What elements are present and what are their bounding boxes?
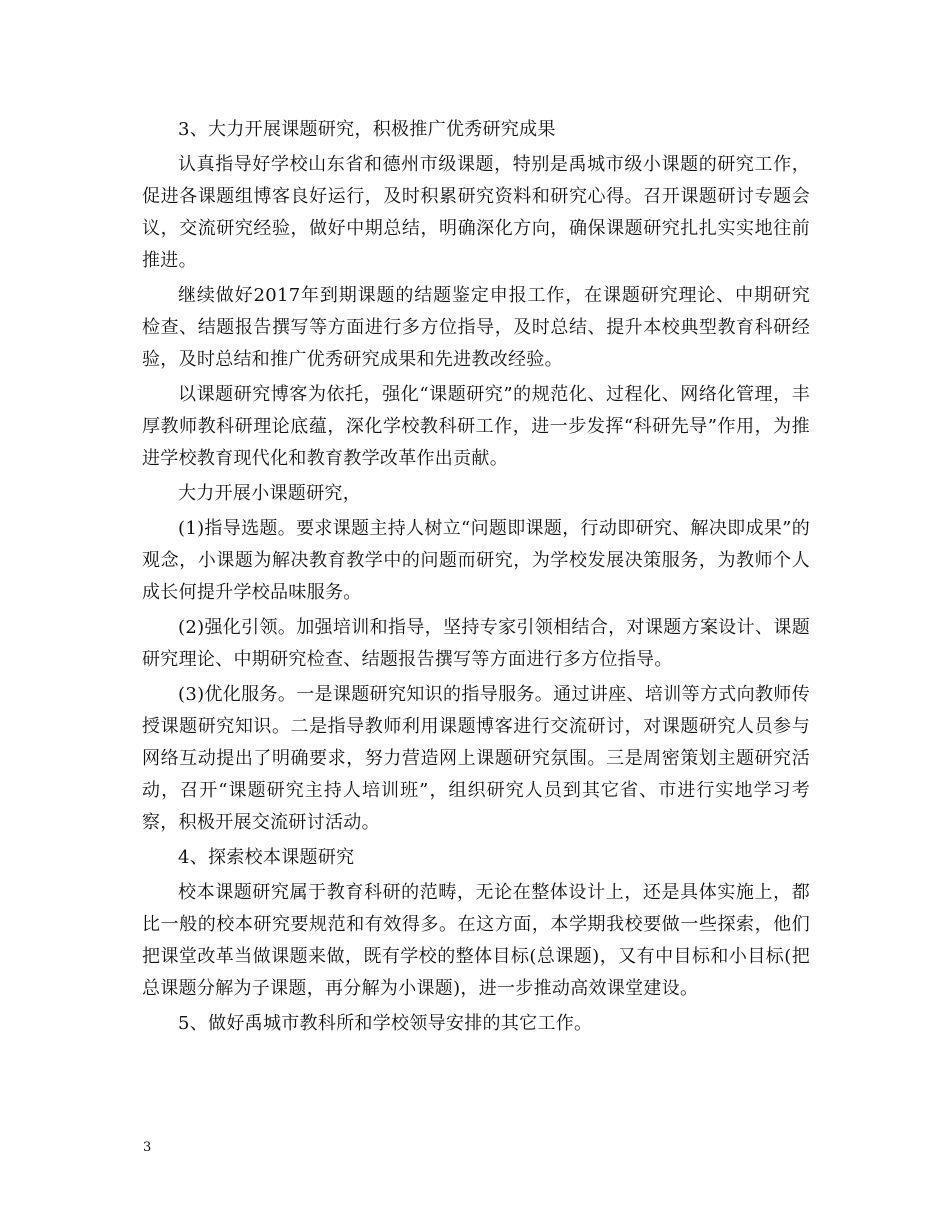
paragraph: 大力开展小课题研究， — [178, 483, 361, 504]
paragraph: 认真指导好学校山东省和德州市级课题，特别是禹城市级小课题的研究工作，促进各课题组博客良好运行，及时积累研究资料和研究心得。召开课题研讨专题会议，交流研究经验，做好中期总结，明确深化方向，确保课题研究扎扎实实地往前推进。 — [142, 154, 810, 271]
paragraph: 校本课题研究属于教育科研的范畴，无论在整体设计上，还是具体实施上，都比一般的校本研究要规范和有效得多。在这方面，本学期我校要做一些探索，他们把课堂改革当做课题来做，既有学校的整体目标(总课题)，又有中目标和小目标(把总课题分解为子课题，再分解为小课题)，进一步推动高效课堂建设。 — [142, 882, 810, 999]
section-heading-4: 4、探索校本课题研究 — [178, 847, 355, 868]
list-item-1: (1)指导选题。要求课题主持人树立“问题即课题，行动即研究、解决即成果”的观念，小课题为解决教育教学中的问题而研究，为学校发展决策服务，为教师个人成长何提升学校品味服务。 — [142, 518, 810, 603]
page-number: 3 — [143, 1140, 152, 1155]
list-item-3: (3)优化服务。一是课题研究知识的指导服务。通过讲座、培训等方式向教师传授课题研究知识。二是指导教师利用课题博客进行交流研讨，对课题研究人员参与网络互动提出了明确要求，努力营造网上课题研究氛围。三是周密策划主题研究活动，召开“课题研究主持人培训班”，组织研究人员到其它省、市进行实地学习考察，积极开展交流研讨活动。 — [142, 684, 810, 833]
section-heading-3: 3、大力开展课题研究，积极推广优秀研究成果 — [178, 119, 556, 140]
paragraph: 继续做好2017年到期课题的结题鉴定申报工作，在课题研究理论、中期研究检查、结题报告撰写等方面进行多方位指导，及时总结、提升本校典型教育科研经验，及时总结和推广优秀研究成果和先进教改经验。 — [142, 285, 810, 370]
paragraph: 以课题研究博客为依托，强化“课题研究”的规范化、过程化、网络化管理，丰厚教师教科研理论底蕴，深化学校教科研工作，进一步发挥“科研先导”作用，为推进学校教育现代化和教育教学改革作出贡献。 — [142, 384, 810, 469]
section-heading-5: 5、做好禹城市教科所和学校领导安排的其它工作。 — [178, 1013, 593, 1034]
document-body — [142, 114, 810, 1043]
list-item-2: (2)强化引领。加强培训和指导，坚持专家引领相结合，对课题方案设计、课题研究理论、中期研究检查、结题报告撰写等方面进行多方位指导。 — [142, 617, 810, 670]
